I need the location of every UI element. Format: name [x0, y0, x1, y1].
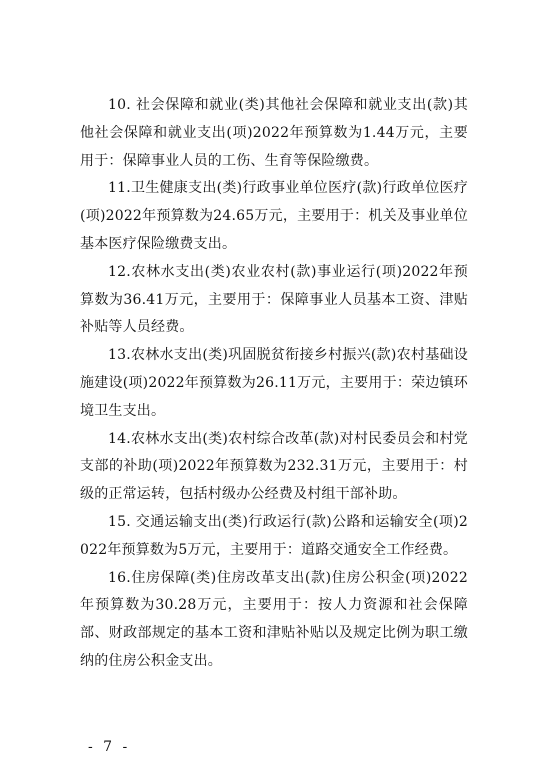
- paragraph-item-13: 13.农林水支出(类)巩固脱贫衔接乡村振兴(款)农村基础设施建设(项)2022年预算数为26.11万元，主要用于：荣边镇环境卫生支出。: [80, 347, 468, 419]
- paragraph-item-10: 10. 社会保障和就业(类)其他社会保障和就业支出(款)其他社会保障和就业支出(项)2022年预算数为1.44万元，主要用于：保障事业人员的工伤、生育等保险缴费。: [80, 97, 468, 169]
- page-number: - 7 -: [88, 739, 131, 755]
- paragraph-item-12: 12.农林水支出(类)农业农村(款)事业运行(项)2022年预算数为36.41万元，主要用于：保障事业人员基本工资、津贴补贴等人员经费。: [80, 263, 468, 336]
- paragraph-item-16: 16.住房保障(类)住房改革支出(款)住房公积金(项)2022年预算数为30.28万元，主要用于：按人力资源和社会保障部、财政部规定的基本工资和津贴补贴以及规定比例为职工缴纳的住房公积金支出。: [80, 569, 468, 669]
- paragraph-item-14: 14.农林水支出(类)农村综合改革(款)对村民委员会和村党支部的补助(项)2022年预算数为232.31万元，主要用于：村级的正常运转，包括村级办公经费及村组干部补助。: [80, 430, 468, 503]
- paragraph-item-15: 15. 交通运输支出(类)行政运行(款)公路和运输安全(项)2022年预算数为5万元，主要用于：道路交通安全工作经费。: [80, 513, 468, 558]
- paragraph-item-11: 11.卫生健康支出(类)行政事业单位医疗(款)行政单位医疗(项)2022年预算数为24.65万元，主要用于：机关及事业单位基本医疗保险缴费支出。: [80, 180, 468, 252]
- document-body: [80, 92, 468, 676]
